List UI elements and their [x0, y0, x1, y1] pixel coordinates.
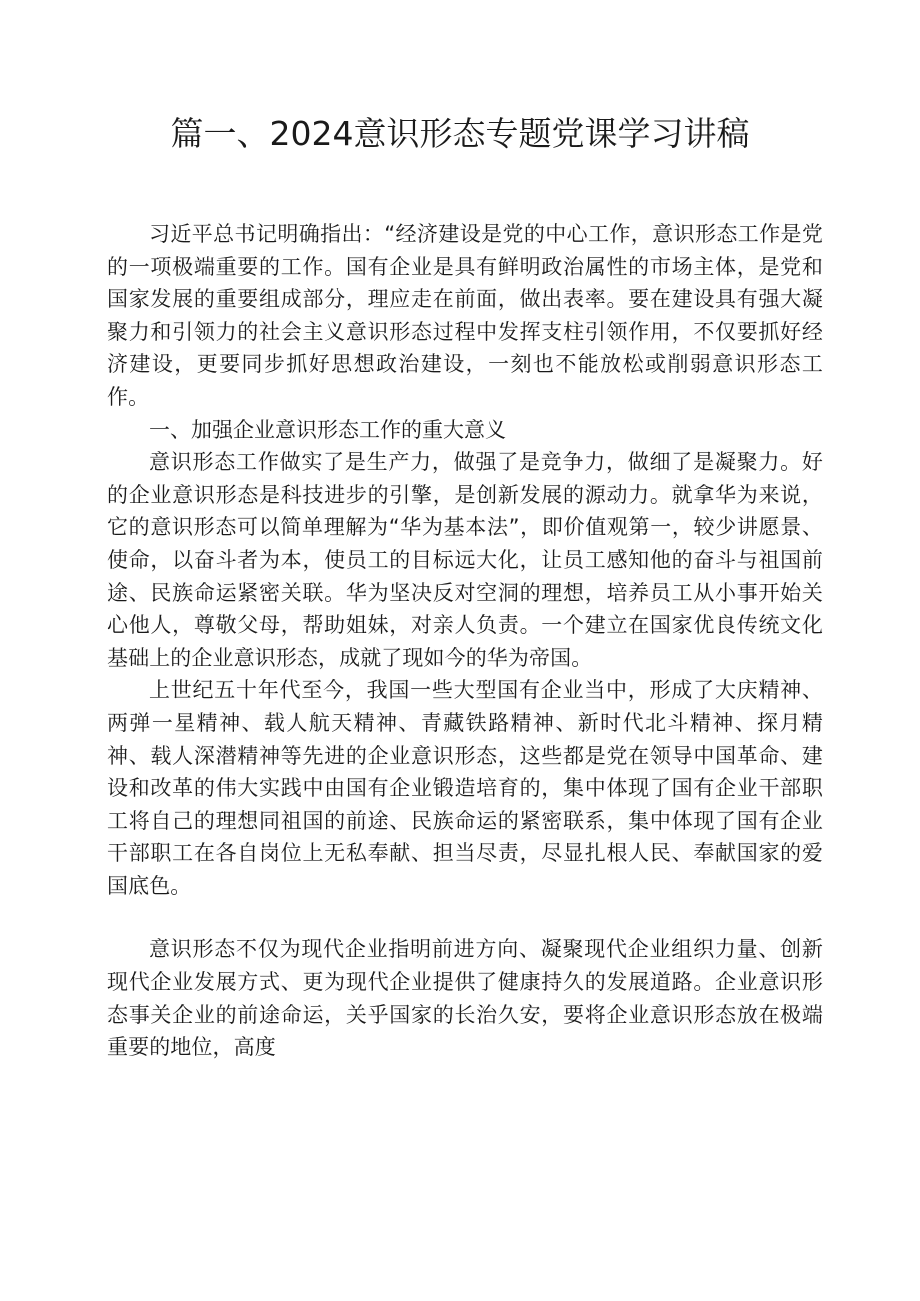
paragraph-spirits: 上世纪五十年代至今，我国一些大型国有企业当中，形成了大庆精神、两弹一星精神、载人航天精神、青藏铁路精神、新时代北斗精神、探月精神、载人深潜精神等先进的企业意识形态，这些都是党在领导中国革命、建设和改革的伟大实践中由国有企业锻造培育的，集中体现了国有企业干部职工将自己的理想同祖国的前途、民族命运的紧密联系，集中体现了国有企业干部职工在各自岗位上无私奉献、担当尽责，尽显扎根人民、奉献国家的爱国底色。	[107, 678, 823, 898]
paragraph-huawei: 意识形态工作做实了是生产力，做强了是竞争力，做细了是凝聚力。好的企业意识形态是科技进步的引擎，是创新发展的源动力。就拿华为来说，它的意识形态可以简单理解为“华为基本法”，即价值观第一，较少讲愿景、使命，以奋斗者为本，使员工的目标远大化，让员工感知他的奋斗与祖国前途、民族命运紧密关联。华为坚决反对空洞的理想，培养员工从小事开始关心他人，尊敬父母，帮助姐妹，对亲人负责。一个建立在国家优良传统文化基础上的企业意识形态，成就了现如今的华为帝国。	[107, 450, 823, 670]
paragraph-ideology: 意识形态不仅为现代企业指明前进方向、凝聚现代企业组织力量、创新现代企业发展方式、更为现代企业提供了健康持久的发展道路。企业意识形态事关企业的前途命运，关乎国家的长治久安，要将企业意识形态放在极端重要的地位，高度	[107, 937, 823, 1060]
document-body	[107, 218, 823, 1064]
document-title: 篇一、2024意识形态专题党课学习讲稿	[170, 114, 750, 153]
paragraph-gap	[107, 902, 823, 933]
paragraph-intro: 习近平总书记明确指出：“经济建设是党的中心工作，意识形态工作是党的一项极端重要的工作。国有企业是具有鲜明政治属性的市场主体，是党和国家发展的重要组成部分，理应走在前面，做出表率。要在建设具有强大凝聚力和引领力的社会主义意识形态过程中发挥支柱引领作用，不仅要抓好经济建设，更要同步抓好思想政治建设，一刻也不能放松或削弱意识形态工作。	[107, 222, 823, 409]
section-heading-1: 一、加强企业意识形态工作的重大意义	[149, 417, 506, 442]
